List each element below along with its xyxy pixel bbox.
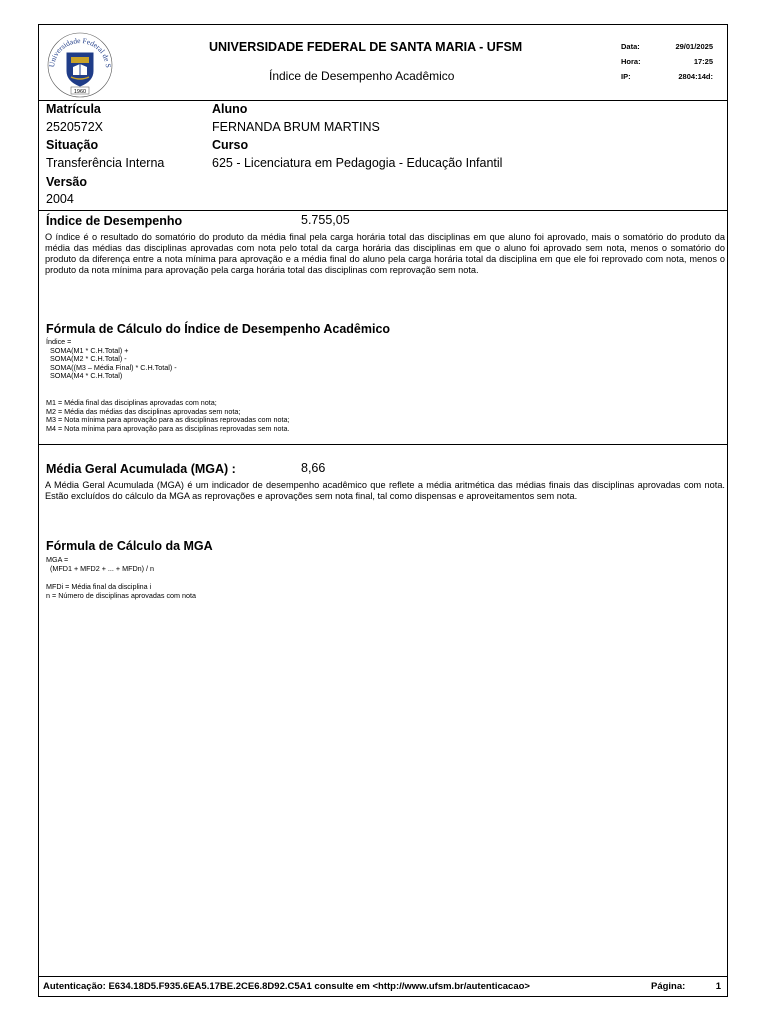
mga-title: Média Geral Acumulada (MGA) :: [46, 462, 236, 476]
report-title: Índice de Desempenho Acadêmico: [269, 69, 455, 83]
aluno-label: Aluno: [212, 102, 248, 116]
logo-text: Universidade Federal de S: [46, 35, 114, 69]
indice-value: 5.755,05: [301, 213, 350, 227]
report-page: [38, 24, 728, 997]
student-divider: [39, 210, 727, 211]
curso-label: Curso: [212, 138, 249, 152]
time-value: 17:25: [693, 57, 713, 66]
mga-formula-title: Fórmula de Cálculo da MGA: [46, 539, 213, 553]
logo-year: 1960: [73, 89, 87, 95]
footer-divider: [39, 976, 727, 977]
indice-formula: Índice = SOMA(M1 * C.H.Total) + SOMA(M2 * C.H.Total) - SOMA((M3 – Média Final) * C.H.Total) - SOMA(M4 * C.H.Total): [46, 337, 177, 381]
curso-value: 625 - Licenciatura em Pedagogia - Educação Infantil: [212, 156, 503, 170]
date-label: Data:: [621, 42, 640, 51]
header-divider: [39, 100, 727, 101]
page-number: 1: [715, 981, 721, 992]
matricula-label: Matrícula: [46, 102, 101, 116]
time-label: Hora:: [621, 57, 641, 66]
ufsm-logo: [45, 31, 115, 99]
matricula-value: 2520572X: [46, 120, 104, 134]
ip-label: IP:: [621, 72, 631, 81]
situacao-label: Situação: [46, 138, 99, 152]
mga-legend: MFDi = Média final da disciplina i n = Número de disciplinas aprovadas com nota: [46, 582, 197, 600]
mga-value: 8,66: [301, 461, 326, 475]
indice-formula-title: Fórmula de Cálculo do Índice de Desempenho Acadêmico: [46, 322, 391, 336]
university-name: UNIVERSIDADE FEDERAL DE SANTA MARIA - UFSM: [209, 40, 523, 54]
indice-divider: [39, 444, 727, 445]
authentication-code: Autenticação: E634.18D5.F935.6EA5.17BE.2CE6.8D92.C5A1 consulte em <http://www.ufsm.br/autenticacao>: [43, 981, 530, 992]
aluno-value: FERNANDA BRUM MARTINS: [212, 120, 380, 134]
versao-value: 2004: [46, 192, 74, 206]
page-label: Página:: [651, 981, 686, 992]
versao-label: Versão: [46, 175, 88, 189]
mga-formula: MGA = (MFD1 + MFD2 + ... + MFDn) / n: [46, 555, 155, 573]
mga-description: A Média Geral Acumulada (MGA) é um indicador de desempenho acadêmico que reflete a média aritmética das médias finais das disciplinas aprovadas com nota. Estão excluídos do cálculo da MGA as reprovações e aprovações sem nota final, tal como dispensas e aproveitamentos sem nota.: [45, 480, 725, 501]
indice-description: O índice é o resultado do somatório do produto da média final pela carga horária total das disciplinas em que aluno foi aprovado, mais o somatório do produto da média das médias das disciplinas aprovadas com nota pelo total da carga horária das disciplinas em que o aluno foi aprovado sem nota, menos o somatório do produto da diferença entre a nota mínima para aprovação e a média final do aluno pela carga horária total da disciplina em que ele foi reprovado com nota, menos o produto da nota mínima para aprovação pela carga horária total das disciplinas com reprovação sem nota.: [45, 232, 725, 275]
indice-title: Índice de Desempenho: [46, 214, 183, 228]
situacao-value: Transferência Interna: [46, 156, 165, 170]
ufsm-seal-icon: [45, 31, 115, 99]
indice-legend: M1 = Média final das disciplinas aprovadas com nota; M2 = Média das médias das disciplinas aprovadas sem nota; M3 = Nota mínima para aprovação para as disciplinas reprovadas com nota; M4 = Nota mínima para aprovação para as disciplinas reprovadas sem nota.: [46, 398, 290, 433]
date-value: 29/01/2025: [675, 42, 713, 51]
ip-value: 2804:14d:: [678, 72, 713, 81]
